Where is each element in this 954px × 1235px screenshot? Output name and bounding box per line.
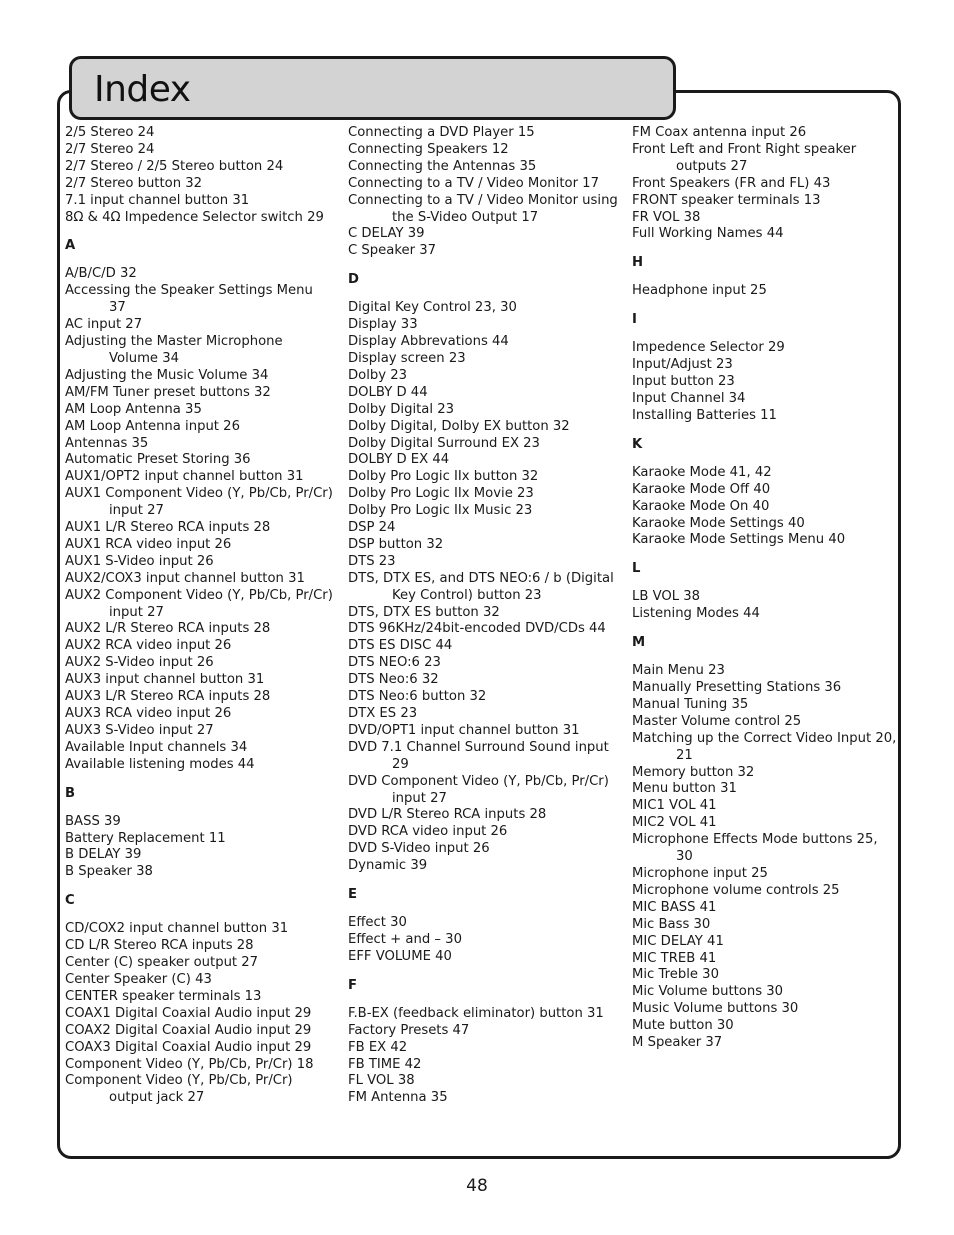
index-entry: FL VOL 38 [348,1073,415,1089]
index-entry: Effect + and – 30 [348,931,462,947]
index-entry: 2/7 Stereo button 32 [65,175,203,191]
index-entry: Karaoke Mode Off 40 [632,481,771,497]
index-entry: DTS ES DISC 44 [348,638,453,654]
index-entry: C DELAY 39 [348,226,425,242]
index-entry: DSP button 32 [348,536,444,552]
index-entry: Matching up the Correct Video Input 20, 21 [632,730,897,763]
index-entry: AUX1 S-Video input 26 [65,553,214,569]
index-entry: Input Channel 34 [632,390,746,406]
index-entry: Microphone input 25 [632,866,768,881]
index-entry: Connecting Speakers 12 [348,141,509,157]
index-entry: LB VOL 38 [632,589,701,605]
index-entry: Headphone input 25 [632,283,767,299]
index-letter-heading: E [348,887,358,903]
index-entry: Mute button 30 [632,1018,734,1034]
index-entry: Component Video (Y, Pb/Cb, Pr/Cr) output jack 27 [65,1073,293,1106]
index-column-3 [632,125,897,1052]
index-entry: Factory Presets 47 [348,1022,470,1038]
index-entry: DVD/OPT1 input channel button 31 [348,722,580,738]
index-entry: Karaoke Mode 41, 42 [632,464,772,480]
index-entry: Front Left and Front Right speaker outputs 27 [632,141,857,174]
index-entry: Accessing the Speaker Settings Menu 37 [65,283,313,316]
index-entry: AM/FM Tuner preset buttons 32 [65,384,271,400]
index-entry: AUX2 S-Video input 26 [65,655,214,671]
index-entry: Manually Presetting Stations 36 [632,680,842,696]
index-entry: Effect 30 [348,915,407,931]
index-letter-heading: I [632,312,637,328]
index-entry: Mic Volume buttons 30 [632,984,784,1000]
index-entry: Dolby Pro Logic IIx button 32 [348,469,539,485]
index-entry: CD/COX2 input channel button 31 [65,921,289,937]
index-entry: COAX2 Digital Coaxial Audio input 29 [65,1022,312,1038]
index-entry: Karaoke Mode Settings 40 [632,515,805,531]
index-entry: Display 33 [348,317,418,333]
index-entry: Center (C) speaker output 27 [65,955,259,971]
index-letter-heading: F [348,977,358,993]
index-entry: Input/Adjust 23 [632,357,733,373]
index-entry: 7.1 input channel button 31 [65,192,250,208]
index-column-2 [348,125,620,1107]
index-entry: Dolby Digital 23 [348,401,454,417]
index-entry: Connecting a DVD Player 15 [348,125,535,140]
title-tab [69,56,676,120]
index-entry: DSP 24 [348,520,396,536]
index-entry: Dolby 23 [348,367,408,383]
index-entry: Adjusting the Music Volume 34 [65,367,269,383]
index-entry: Impedence Selector 29 [632,340,785,356]
index-entry: B DELAY 39 [65,847,142,863]
index-entry: Digital Key Control 23, 30 [348,300,517,316]
index-entry: DTS, DTX ES button 32 [348,604,500,620]
index-entry: Input button 23 [632,374,735,390]
index-entry: Adjusting the Master Microphone Volume 34 [65,334,283,366]
index-entry: Front Speakers (FR and FL) 43 [632,175,831,191]
index-entry: B Speaker 38 [65,864,153,880]
index-entry: A/B/C/D 32 [65,266,137,282]
index-letter-heading: D [348,272,359,288]
index-entry: Karaoke Mode Settings Menu 40 [632,532,846,548]
index-entry: FRONT speaker terminals 13 [632,192,821,208]
index-entry: Display Abbrevations 44 [348,334,509,350]
index-entry: Display screen 23 [348,350,466,366]
index-letter-heading: K [632,436,643,452]
index-entry: Microphone volume controls 25 [632,882,840,898]
index-entry: DTS 23 [348,553,396,569]
index-entry: AUX1 Component Video (Y, Pb/Cb, Pr/Cr) input 27 [65,486,333,519]
index-entry: EFF VOLUME 40 [348,948,452,964]
index-entry: Mic Treble 30 [632,967,719,983]
index-entry: AC input 27 [65,317,143,333]
index-entry: COAX3 Digital Coaxial Audio input 29 [65,1039,312,1055]
index-entry: Battery Replacement 11 [65,830,226,846]
index-entry: AUX2/COX3 input channel button 31 [65,570,305,586]
index-entry: AUX3 RCA video input 26 [65,706,232,721]
index-letter-heading: L [632,561,641,577]
index-entry: DTX ES 23 [348,706,418,721]
index-entry: F.B-EX (feedback eliminator) button 31 [348,1005,604,1021]
page-number: 48 [466,1176,488,1196]
index-entry: DVD S-Video input 26 [348,841,490,857]
index-entry: 2/5 Stereo 24 [65,125,155,140]
index-entry: Microphone Effects Mode buttons 25, 30 [632,832,878,865]
index-entry: Available Input channels 34 [65,739,248,755]
index-entry: AUX3 input channel button 31 [65,672,265,688]
index-entry: 8Ω & 4Ω Impedence Selector switch 29 [65,209,324,225]
index-entry: Listening Modes 44 [632,606,760,622]
index-entry: Component Video (Y, Pb/Cb, Pr/Cr) 18 [65,1056,314,1072]
index-entry: Dolby Digital Surround EX 23 [348,435,540,451]
index-entry: AUX3 S-Video input 27 [65,722,214,738]
index-entry: Connecting to a TV / Video Monitor 17 [348,175,599,191]
index-letter-heading: B [65,785,76,801]
index-entry: DVD L/R Stereo RCA inputs 28 [348,807,547,823]
index-entry: 2/7 Stereo / 2/5 Stereo button 24 [65,158,284,174]
index-entry: DVD RCA video input 26 [348,824,508,840]
index-entry: Mic Bass 30 [632,916,711,932]
index-entry: C Speaker 37 [348,243,437,259]
index-entry: AM Loop Antenna input 26 [65,418,240,434]
index-entry: Antennas 35 [65,435,149,451]
index-letter-heading: C [65,893,75,909]
index-entry: Connecting the Antennas 35 [348,158,537,174]
index-letter-heading: A [65,238,76,254]
index-entry: Menu button 31 [632,781,737,797]
index-entry: DVD Component Video (Y, Pb/Cb, Pr/Cr) input 27 [348,773,609,806]
index-entry: 2/7 Stereo 24 [65,141,155,157]
index-entry: COAX1 Digital Coaxial Audio input 29 [65,1005,312,1021]
index-entry: DTS 96KHz/24bit-encoded DVD/CDs 44 [348,621,606,637]
index-entry: AUX1/OPT2 input channel button 31 [65,469,304,485]
index-entry: AUX2 RCA video input 26 [65,638,232,654]
index-entry: MIC2 VOL 41 [632,815,717,831]
index-letter-heading: M [632,635,646,651]
index-entry: M Speaker 37 [632,1035,723,1051]
index-entry: BASS 39 [65,813,121,829]
index-entry: DTS, DTX ES, and DTS NEO:6 / b (Digital Key Control) button 23 [348,570,614,603]
index-entry: Automatic Preset Storing 36 [65,452,251,468]
index-entry: DTS NEO:6 23 [348,655,441,671]
index-entry: FM Antenna 35 [348,1090,448,1106]
index-entry: Dolby Pro Logic IIx Movie 23 [348,486,534,502]
index-entry: Music Volume buttons 30 [632,1001,799,1017]
index-entry: Dolby Pro Logic IIx Music 23 [348,503,533,519]
index-entry: FR VOL 38 [632,209,701,225]
index-entry: Installing Batteries 11 [632,407,777,423]
index-entry: Dolby Digital, Dolby EX button 32 [348,418,570,434]
index-entry: Center Speaker (C) 43 [65,971,212,987]
index-entry: Memory button 32 [632,764,755,780]
index-entry: Master Volume control 25 [632,713,802,729]
index-entry: CENTER speaker terminals 13 [65,988,262,1004]
index-entry: AUX1 RCA video input 26 [65,536,232,552]
index-entry: FB EX 42 [348,1039,408,1055]
index-entry: Main Menu 23 [632,663,725,679]
index-entry: MIC BASS 41 [632,899,717,915]
index-entry: Karaoke Mode On 40 [632,498,770,514]
index-entry: FB TIME 42 [348,1056,422,1072]
index-entry: Full Working Names 44 [632,226,784,242]
index-entry: CD L/R Stereo RCA inputs 28 [65,938,254,954]
index-entry: DTS Neo:6 button 32 [348,689,487,705]
index-entry: MIC1 VOL 41 [632,798,717,814]
page-title: Index [94,69,191,110]
index-entry: Connecting to a TV / Video Monitor using the S-Video Output 17 [348,192,618,225]
index-entry: MIC TREB 41 [632,950,717,966]
index-entry: MIC DELAY 41 [632,933,724,949]
index-entry: AUX3 L/R Stereo RCA inputs 28 [65,689,271,705]
index-entry: Manual Tuning 35 [632,696,749,712]
index-entry: Available listening modes 44 [65,756,255,772]
index-entry: DTS Neo:6 32 [348,672,439,688]
index-entry: DVD 7.1 Channel Surround Sound input 29 [348,739,609,772]
index-entry: DOLBY D 44 [348,384,428,400]
index-column-1 [65,125,333,1107]
index-entry: DOLBY D EX 44 [348,452,450,468]
index-letter-heading: H [632,255,644,271]
index-entry: AUX1 L/R Stereo RCA inputs 28 [65,520,271,536]
index-entry: AM Loop Antenna 35 [65,401,202,417]
index-entry: AUX2 L/R Stereo RCA inputs 28 [65,621,271,637]
index-entry: AUX2 Component Video (Y, Pb/Cb, Pr/Cr) input 27 [65,587,333,620]
index-entry: FM Coax antenna input 26 [632,125,807,140]
index-entry: Dynamic 39 [348,858,428,874]
